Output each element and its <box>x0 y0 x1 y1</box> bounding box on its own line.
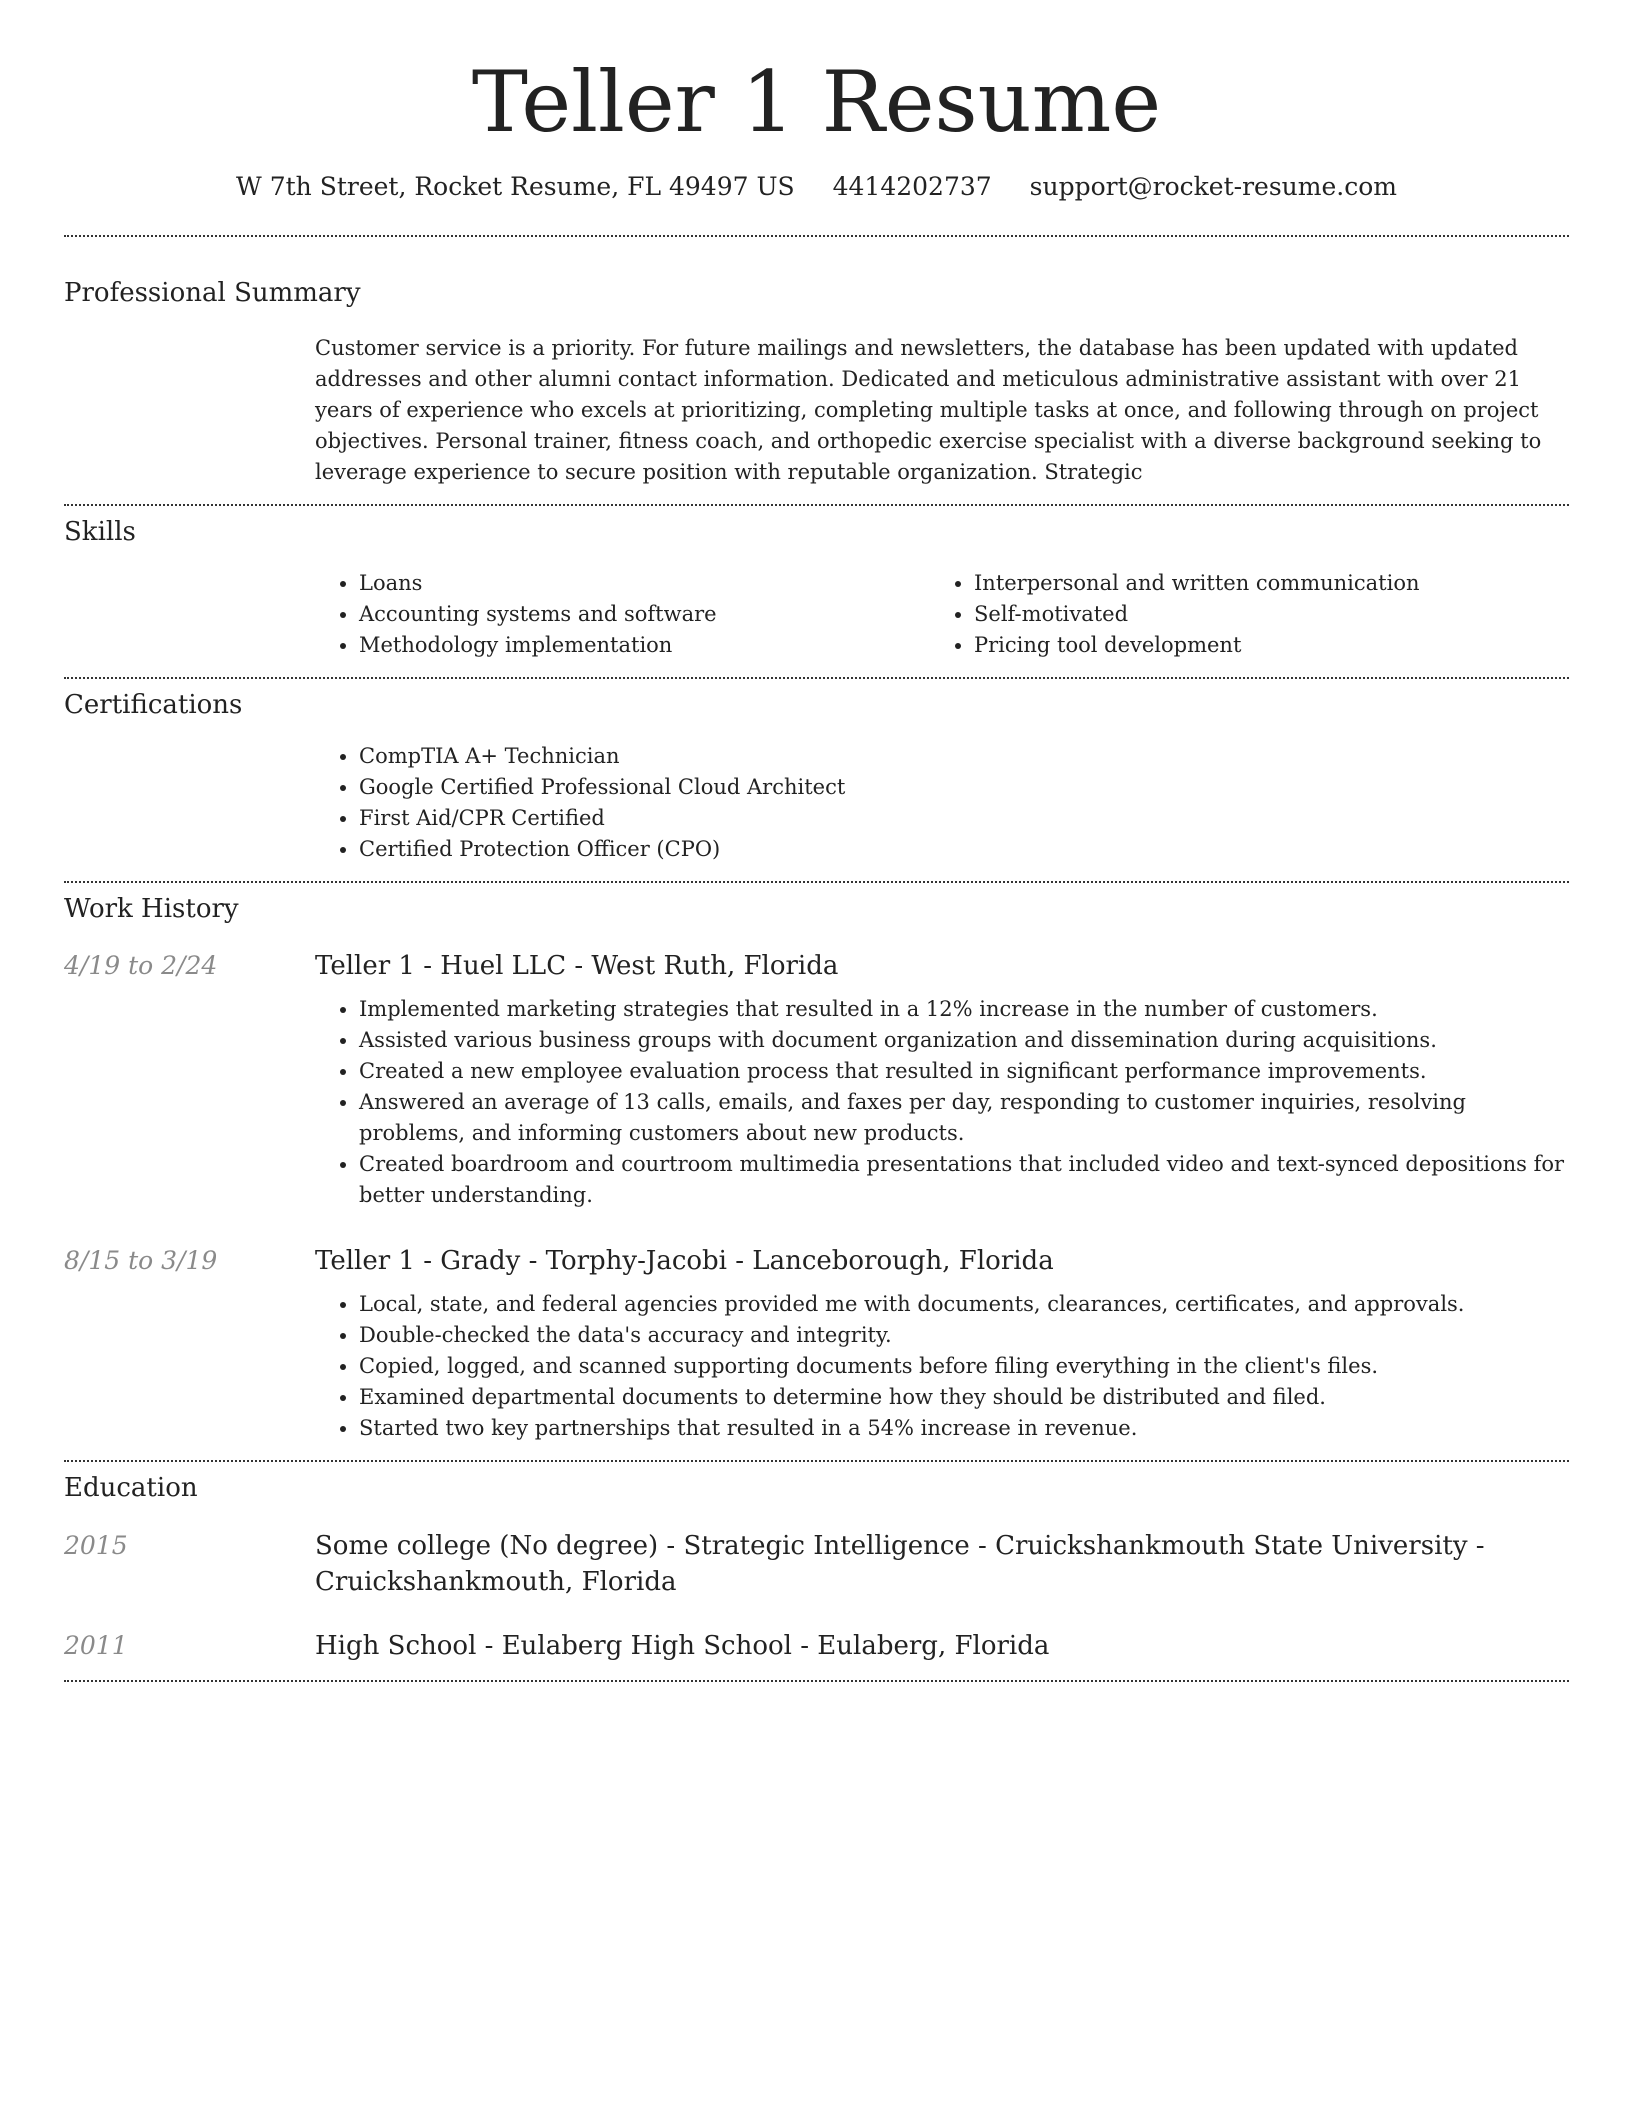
list-item: • Created boardroom and courtroom multimedia presentations that included video and text-synced depositions for better understanding. <box>359 1149 1569 1211</box>
list-item: • Local, state, and federal agencies provided me with documents, clearances, certificates, and approvals. <box>359 1289 1569 1320</box>
job-title: Teller 1 - Grady - Torphy-Jacobi - Lanceborough, Florida <box>315 1246 1054 1277</box>
skills-column-1 <box>315 568 930 661</box>
education-details: Some college (No degree) - Strategic Intelligence - Cruickshankmouth State University - Cruickshankmouth, Florida <box>315 1531 1485 1598</box>
list-item: • Loans <box>359 568 930 599</box>
resume-page <box>64 0 1569 1682</box>
list-item: • Certified Protection Officer (CPO) <box>359 834 1569 865</box>
skills-heading: Skills <box>64 517 136 548</box>
certifications-list <box>315 741 1569 865</box>
list-item: • First Aid/CPR Certified <box>359 803 1569 834</box>
contact-address: W 7th Street, Rocket Resume, FL 49497 US <box>236 171 795 201</box>
job-title: Teller 1 - Huel LLC - West Ruth, Florida <box>315 951 839 982</box>
contact-line <box>64 171 1569 204</box>
education-entry <box>64 1528 1569 1600</box>
list-item: • Started two key partnerships that resulted in a 54% increase in revenue. <box>359 1413 1569 1444</box>
education-details: High School - Eulaberg High School - Eulaberg, Florida <box>315 1631 1050 1662</box>
summary-heading: Professional Summary <box>64 278 361 309</box>
job-dates: 8/15 to 3/19 <box>64 1246 218 1276</box>
resume-title: Teller 1 Resume <box>471 53 1162 151</box>
list-item: • Copied, logged, and scanned supporting documents before filing everything in the client's files. <box>359 1351 1569 1382</box>
skills-column-2 <box>930 568 1545 661</box>
job-bullets <box>315 994 1569 1211</box>
list-item: • Answered an average of 13 calls, emails, and faxes per day, responding to customer inquiries, resolving problems, and informing customers about new products. <box>359 1087 1569 1149</box>
list-item: • Methodology implementation <box>359 630 930 661</box>
job-entry <box>64 1243 1569 1444</box>
section-divider <box>64 1680 1569 1682</box>
list-item: • Interpersonal and written communication <box>974 568 1545 599</box>
list-item: • Accounting systems and software <box>359 599 930 630</box>
skills-section <box>64 506 1569 677</box>
education-year: 2011 <box>64 1631 128 1661</box>
contact-email: support@rocket-resume.com <box>1029 171 1397 201</box>
education-heading: Education <box>64 1473 198 1504</box>
list-item: • Created a new employee evaluation process that resulted in significant performance improvements. <box>359 1056 1569 1087</box>
summary-section <box>64 237 1569 504</box>
summary-text: Customer service is a priority. For future mailings and newsletters, the database has been updated with updated addresses and other alumni contact information. Dedicated and meticulous administrative assistant with over 21 years of experience who excels at prioritizing, completing multiple tasks at once, and following through on project objectives. Personal trainer, fitness coach, and orthopedic exercise specialist with a diverse background seeking to leverage experience to secure position with reputable organization. Strategic <box>315 336 1542 485</box>
list-item: • Self-motivated <box>974 599 1545 630</box>
work-history-heading: Work History <box>64 893 239 924</box>
work-history-section <box>64 883 1569 1461</box>
skills-list <box>315 568 1569 661</box>
list-item: • Pricing tool development <box>974 630 1545 661</box>
job-bullets <box>315 1289 1569 1444</box>
job-dates: 4/19 to 2/24 <box>64 951 218 981</box>
list-item: • Examined departmental documents to determine how they should be distributed and filed. <box>359 1382 1569 1413</box>
list-item: • Google Certified Professional Cloud Architect <box>359 772 1569 803</box>
certifications-heading: Certifications <box>64 689 243 720</box>
education-entry <box>64 1628 1569 1664</box>
certifications-section <box>64 679 1569 881</box>
education-section <box>64 1462 1569 1680</box>
contact-phone: 4414202737 <box>832 171 992 201</box>
job-entry <box>64 948 1569 1211</box>
education-year: 2015 <box>64 1531 128 1561</box>
list-item: • Double-checked the data's accuracy and integrity. <box>359 1320 1569 1351</box>
list-item: • CompTIA A+ Technician <box>359 741 1569 772</box>
list-item: • Implemented marketing strategies that resulted in a 12% increase in the number of customers. <box>359 994 1569 1025</box>
list-item: • Assisted various business groups with document organization and dissemination during acquisitions. <box>359 1025 1569 1056</box>
